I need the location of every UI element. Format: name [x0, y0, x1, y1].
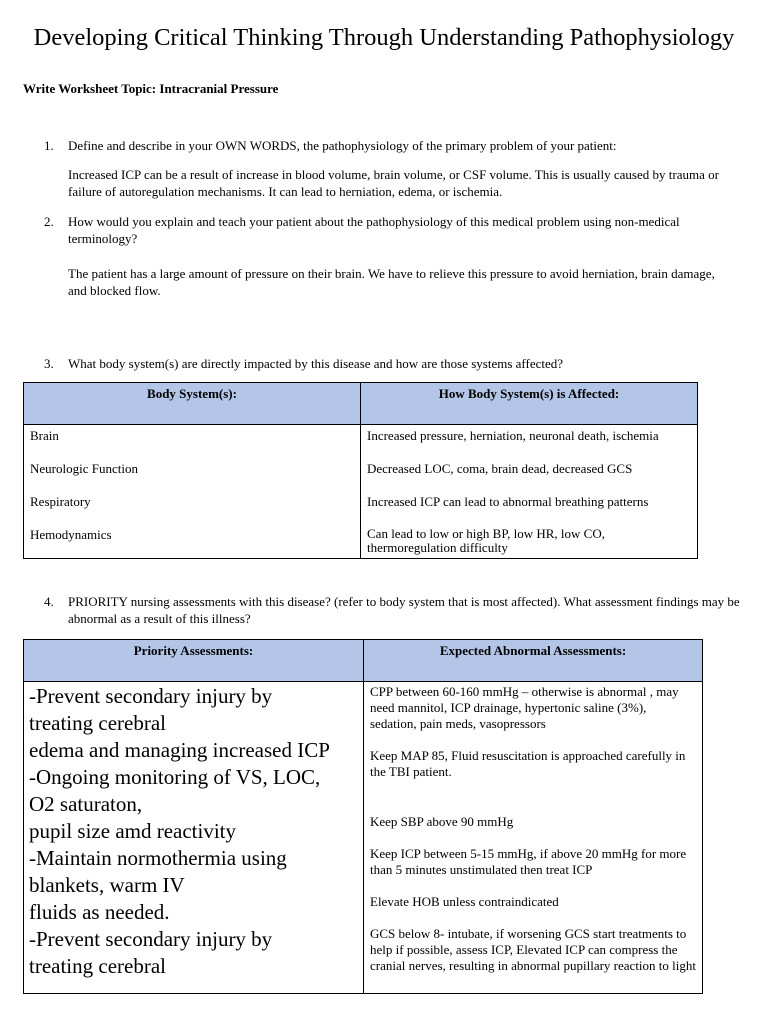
expected-item: Elevate HOB unless contraindicated: [370, 894, 559, 909]
answer-2: The patient has a large amount of pressure on their brain. We have to relieve this pressure to avoid herniation, brain damage, and blocked flow.: [68, 266, 715, 298]
worksheet-topic: Write Worksheet Topic: Intracranial Pressure: [23, 81, 279, 96]
expected-item: GCS below 8- intubate, if worsening GCS start treatments to help if possible, assess ICP, Elevated ICP can compress the cranial nerves, resulting in abnormal pupillary reaction to light: [370, 926, 696, 973]
expected-item: Keep ICP between 5-15 mmHg, if above 20 mmHg for more than 5 minutes unstimulated then treat ICP: [370, 846, 687, 877]
question-2-number: 2.: [44, 214, 54, 229]
priority-line: treating cerebral: [29, 954, 166, 978]
question-1-text: Define and describe in your OWN WORDS, the pathophysiology of the primary problem of your patient:: [68, 138, 617, 153]
priority-line: fluids as needed.: [29, 900, 170, 924]
expected-header: Expected Abnormal Assessments:: [364, 640, 703, 682]
question-1-number: 1.: [44, 138, 54, 153]
priority-line: pupil size amd reactivity: [29, 819, 237, 843]
question-4: [44, 594, 748, 627]
expected-item: Keep MAP 85, Fluid resuscitation is approached carefully in the TBI patient.: [370, 748, 686, 779]
table-cell: Brain: [30, 428, 59, 443]
affected-header: How Body System(s) is Affected:: [361, 383, 698, 425]
question-4-text: PRIORITY nursing assessments with this disease? (refer to body system that is most affected). What assessment findings may be abnormal as a result of this illness?: [68, 594, 740, 626]
priority-assessments-table: [23, 639, 703, 994]
expected-item: Keep SBP above 90 mmHg: [370, 814, 514, 829]
body-systems-table: [23, 382, 698, 559]
table-cell: Increased ICP can lead to abnormal breathing patterns: [367, 494, 649, 509]
priority-line: edema and managing increased ICP: [29, 738, 330, 762]
affected-column: [361, 425, 698, 559]
table-cell: Hemodynamics: [30, 527, 112, 542]
question-3: [44, 356, 758, 373]
table-cell: Respiratory: [30, 494, 91, 509]
expected-item: CPP between 60-160 mmHg – otherwise is abnormal , may need mannitol, ICP drainage, hypertonic saline (3%), sedation, pain meds, vasopressors: [370, 684, 679, 731]
priority-line: O2 saturaton,: [29, 792, 143, 816]
body-systems-header: Body System(s):: [24, 383, 361, 425]
page-title: Developing Critical Thinking Through Understanding Pathophysiology: [33, 24, 735, 51]
answer-1: Increased ICP can be a result of increase in blood volume, brain volume, or CSF volume. This is usually caused by trauma or failure of autoregulation mechanisms. It can lead to herniation, edema, or ischemia.: [68, 167, 719, 199]
expected-column: [364, 682, 703, 994]
question-2: [44, 214, 728, 247]
table-cell: Decreased LOC, coma, brain dead, decreased GCS: [367, 461, 633, 476]
question-4-number: 4.: [44, 594, 54, 609]
priority-line: -Prevent secondary injury by: [29, 684, 273, 708]
priority-header: Priority Assessments:: [24, 640, 364, 682]
priority-line: -Ongoing monitoring of VS, LOC,: [29, 765, 321, 789]
question-3-number: 3.: [44, 356, 54, 371]
priority-line: treating cerebral: [29, 711, 166, 735]
table-cell: Can lead to low or high BP, low HR, low CO, thermoregulation difficulty: [367, 526, 605, 555]
body-systems-column: [24, 425, 361, 559]
table-cell: Increased pressure, herniation, neuronal death, ischemia: [367, 428, 659, 443]
question-2-text: How would you explain and teach your patient about the pathophysiology of this medical problem using non-medical terminology?: [68, 214, 680, 246]
table-cell: Neurologic Function: [30, 461, 138, 476]
question-3-text: What body system(s) are directly impacted by this disease and how are those systems affected?: [68, 356, 564, 371]
question-1: [44, 138, 758, 155]
priority-line: -Maintain normothermia using: [29, 846, 287, 870]
priority-column: [24, 682, 364, 994]
priority-line: -Prevent secondary injury by: [29, 927, 273, 951]
priority-line: blankets, warm IV: [29, 873, 185, 897]
